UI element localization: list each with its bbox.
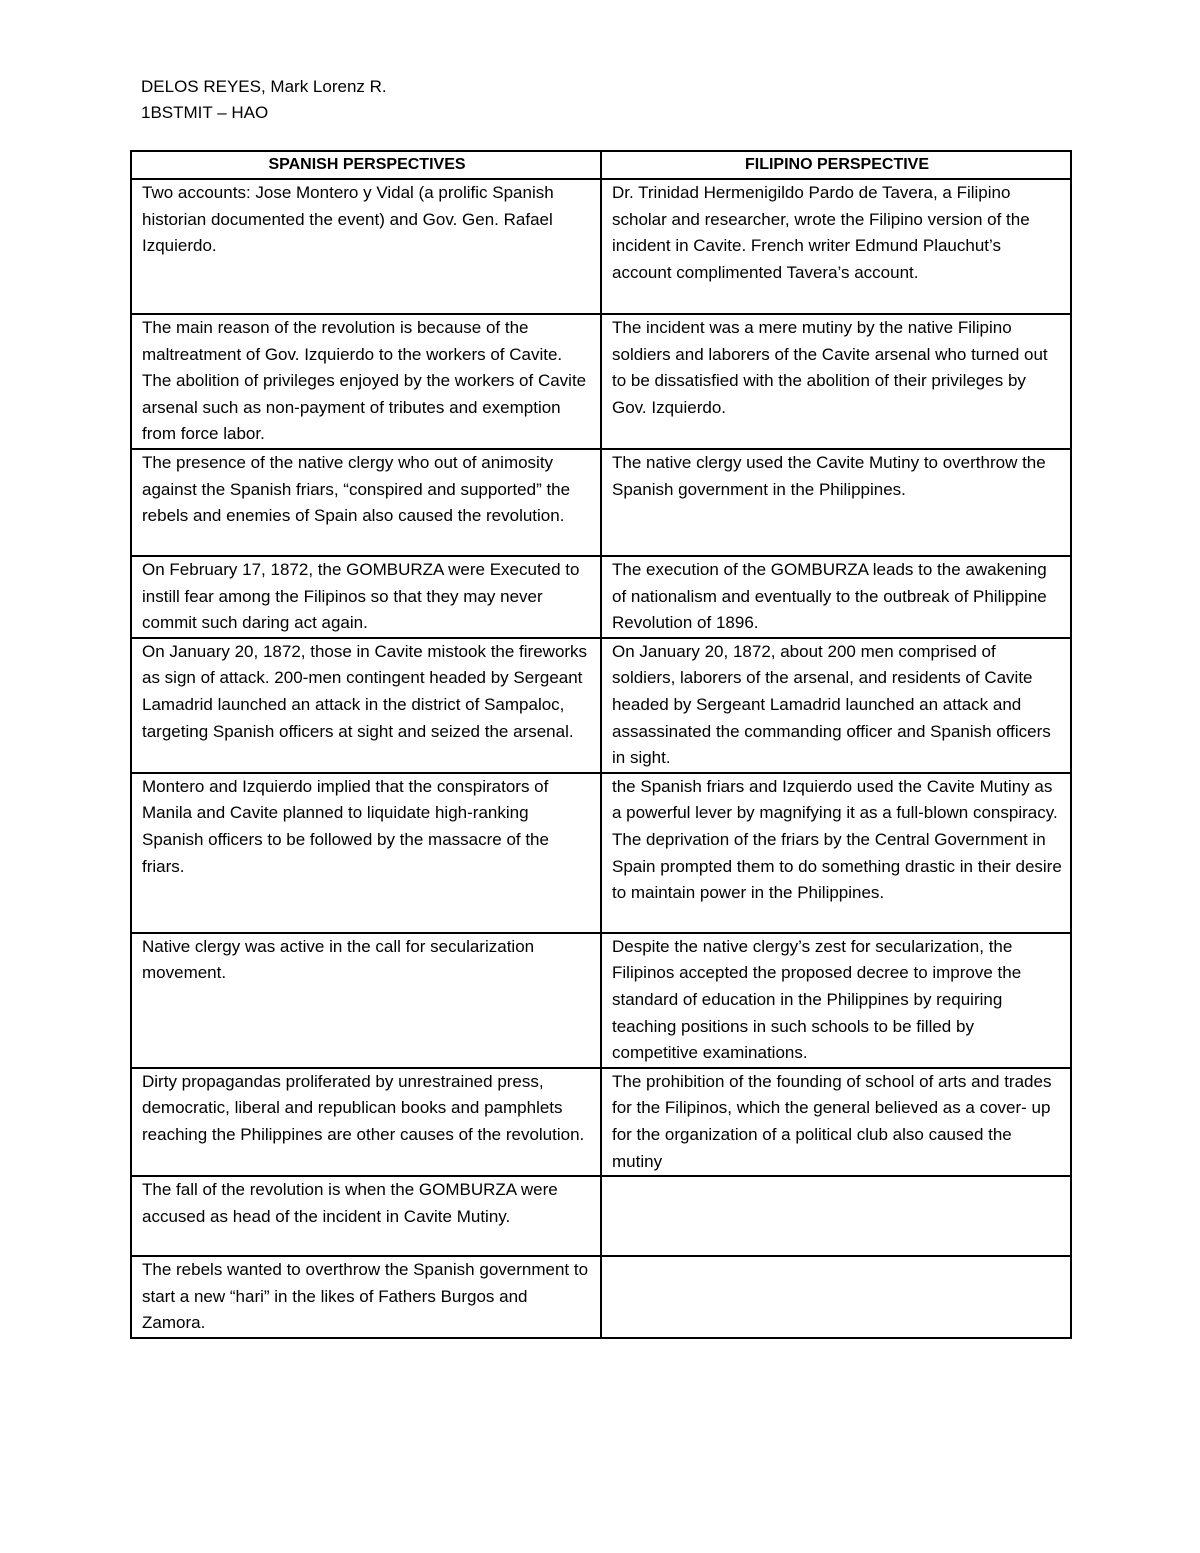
- filipino-cell: [601, 1068, 1071, 1176]
- spanish-cell: [131, 556, 601, 638]
- spanish-text: Native clergy was active in the call for secularization movement.: [142, 936, 535, 983]
- table-row: [131, 449, 1071, 556]
- spanish-text: Montero and Izquierdo implied that the conspirators of Manila and Cavite planned to liquidate high-ranking Spanish officers to be followed by the massacre of the friars.: [142, 776, 549, 876]
- filipino-cell: [601, 1176, 1071, 1256]
- table-header-row: [131, 151, 1071, 179]
- filipino-cell: [601, 773, 1071, 933]
- filipino-cell: [601, 638, 1071, 773]
- spanish-cell: [131, 449, 601, 556]
- spanish-text: Two accounts: Jose Montero y Vidal (a prolific Spanish historian documented the event) and Gov. Gen. Rafael Izquierdo.: [142, 183, 554, 256]
- spanish-cell: [131, 773, 601, 933]
- spanish-text: The rebels wanted to overthrow the Spanish government to start a new “hari” in the likes of Fathers Burgos and Zamora.: [142, 1260, 589, 1333]
- spanish-text: The presence of the native clergy who out of animosity against the Spanish friars, “conspired and supported” the rebels and enemies of Spain also caused the revolution.: [142, 452, 571, 526]
- spanish-cell: [131, 179, 601, 314]
- spanish-cell: [131, 1068, 601, 1176]
- spanish-text: On February 17, 1872, the GOMBURZA were Executed to instill fear among the Filipinos so that they may never commit such daring act again.: [142, 559, 580, 633]
- column-header-spanish: SPANISH PERSPECTIVES: [131, 151, 601, 179]
- spanish-text: The main reason of the revolution is because of the maltreatment of Gov. Izquierdo to the workers of Cavite. The abolition of privileges enjoyed by the workers of Cavite arsenal such as non-payment of tributes and exemption from force labor.: [142, 318, 587, 444]
- filipino-cell: [601, 449, 1071, 556]
- filipino-cell: [601, 314, 1071, 449]
- table-row: [131, 1176, 1071, 1256]
- table-row: [131, 314, 1071, 449]
- document-header: [141, 74, 387, 126]
- table-row: [131, 638, 1071, 773]
- spanish-cell: [131, 638, 601, 773]
- filipino-text: the Spanish friars and Izquierdo used the Cavite Mutiny as a powerful lever by magnifying it as a full-blown conspiracy. The deprivation of the friars by the Central Government in Spain prompted them to do something drastic in their desire to maintain power in the Philippines.: [612, 776, 1062, 903]
- filipino-text: Dr. Trinidad Hermenigildo Pardo de Tavera, a Filipino scholar and researcher, wrote the Filipino version of the incident in Cavite. French writer Edmund Plauchut’s account complimented Tavera’s account.: [612, 183, 1030, 282]
- spanish-cell: [131, 1256, 601, 1338]
- table-row: [131, 179, 1071, 314]
- spanish-cell: [131, 933, 601, 1068]
- filipino-cell: [601, 1256, 1071, 1338]
- student-section: 1BSTMIT – HAO: [141, 103, 269, 122]
- table-row: [131, 1068, 1071, 1176]
- filipino-text: The native clergy used the Cavite Mutiny to overthrow the Spanish government in the Philippines.: [612, 452, 1046, 499]
- student-name: DELOS REYES, Mark Lorenz R.: [141, 77, 387, 96]
- filipino-text: The prohibition of the founding of school of arts and trades for the Filipinos, which the general believed as a cover- up for the organization of a political club also caused the mutiny: [612, 1071, 1052, 1171]
- spanish-text: The fall of the revolution is when the GOMBURZA were accused as head of the incident in Cavite Mutiny.: [142, 1180, 558, 1226]
- spanish-cell: [131, 1176, 601, 1256]
- spanish-text: On January 20, 1872, those in Cavite mistook the fireworks as sign of attack. 200-men contingent headed by Sergeant Lamadrid launched an attack in the district of Sampaloc, targeting Spanish officers at sight and seized the arsenal.: [142, 641, 588, 741]
- table-row: [131, 933, 1071, 1068]
- table-row: [131, 773, 1071, 933]
- spanish-text: Dirty propagandas proliferated by unrestrained press, democratic, liberal and republican books and pamphlets reaching the Philippines are other causes of the revolution.: [142, 1071, 585, 1144]
- column-header-filipino: FILIPINO PERSPECTIVE: [601, 151, 1071, 179]
- filipino-text: Despite the native clergy’s zest for secularization, the Filipinos accepted the proposed decree to improve the standard of education in the Philippines by requiring teaching positions in such schools to be filled by competitive examinations.: [612, 936, 1022, 1063]
- table-row: [131, 1256, 1071, 1338]
- filipino-text: On January 20, 1872, about 200 men comprised of soldiers, laborers of the arsenal, and residents of Cavite headed by Sergeant Lamadrid launched an attack and assassinated the commanding officer and Spanish officers in sight.: [612, 641, 1051, 768]
- table-row: [131, 556, 1071, 638]
- filipino-cell: [601, 179, 1071, 314]
- filipino-cell: [601, 933, 1071, 1068]
- filipino-text: The execution of the GOMBURZA leads to the awakening of nationalism and eventually to the outbreak of Philippine Revolution of 1896.: [612, 559, 1047, 633]
- filipino-text: The incident was a mere mutiny by the native Filipino soldiers and laborers of the Cavite arsenal who turned out to be dissatisfied with the abolition of their privileges by Gov. Izquierdo.: [612, 318, 1048, 417]
- filipino-cell: [601, 556, 1071, 638]
- spanish-cell: [131, 314, 601, 449]
- perspectives-table: [130, 150, 1072, 1339]
